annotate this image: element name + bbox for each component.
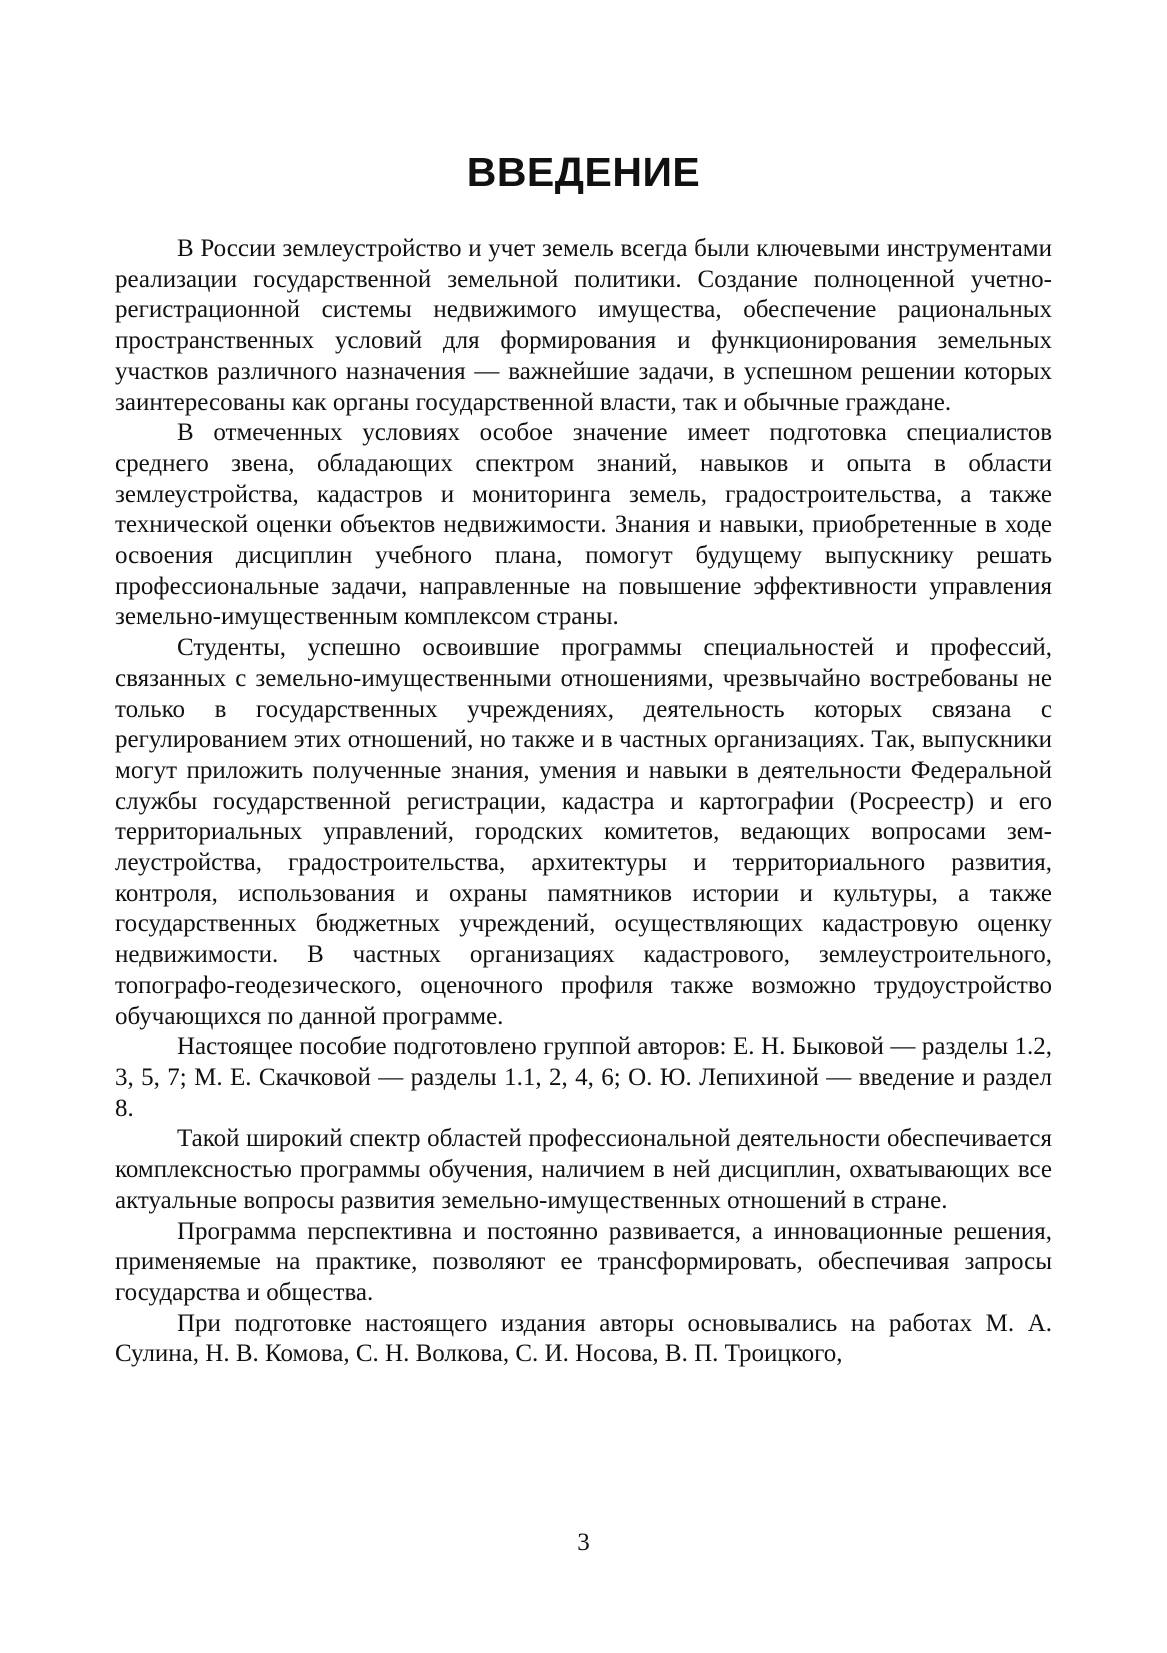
- page-number: 3: [577, 1529, 590, 1556]
- paragraph-4: Настоящее пособие подготовлено группой авторов: Е. Н. Быковой — разделы 1.2, 3, 5, 7; М. Е. Скачковой — разделы 1.1, 2, 4, 6; О. Ю. Лепихиной — введение и раздел 8.: [115, 1033, 1052, 1122]
- paragraph-5: Такой широкий спектр областей профессиональной деятельности обеспечивается комплексностью программы обучения, наличием в ней дисциплин, охватывающих все актуальные вопросы развития земельно-имущественных отношений в стране.: [115, 1125, 1052, 1214]
- chapter-heading: ВВЕДЕНИЕ: [466, 149, 701, 195]
- paragraph-3: Студенты, успешно освоившие программы специальностей и профессий, связанных с земельно-имущественными отношениями, чрезвычайно востребованы не только в государственных учреждениях, деятельность которых связана с регулированием этих отношений, но также и в частных организациях. Так, выпускники могут приложить полученные знания, умения и навыки в деятельности Федеральной службы государственной регистрации, кадастра и картографии (Росреестр) и его территориальных управлений, городских комитетов, ведающих вопросами землеустройства, градостроительства, архитектуры и территориального развития, контроля, использования и охраны памятников истории и культуры, а также государственных бюджетных учреждений, осуществляющих кадастровую оценку недвижимости. В частных организациях кадастрового, землеустроительного, топографо-геодезического, оценочного профиля также возможно трудоустройство обучающихся по данной программе.: [115, 634, 1052, 1030]
- body-text: [115, 234, 1052, 1370]
- paragraph-1: В России землеустройство и учет земель всегда были ключевыми инструментами реализации государственной земельной политики. Создание полноценной учетно-регистрационной системы недвижимого имущества, обеспечение рациональных пространственных условий для формирования и функционирования земельных участков различного назначения — важнейшие задачи, в успешном решении которых заинтересованы как органы государственной власти, так и обычные граждане.: [115, 235, 1052, 416]
- paragraph-7: При подготовке настоящего издания авторы основывались на работах М. А. Сулина, Н. В. Комова, С. Н. Волкова, С. И. Носова, В. П. Троицкого,: [115, 1309, 1052, 1368]
- paragraph-2: В отмеченных условиях особое значение имеет подготовка специалистов среднего звена, обладающих спектром знаний, навыков и опыта в области землеустройства, кадастров и мониторинга земель, градостроительства, а также технической оценки объектов недвижимости. Знания и навыки, приобретенные в ходе освоения дисциплин учебного плана, помогут будущему выпускнику решать профессиональные задачи, направленные на повышение эффективности управления земельно-имущественным комплексом страны.: [115, 419, 1052, 631]
- paragraph-6: Программа перспективна и постоянно развивается, а инновационные решения, применяемые на практике, позволяют ее трансформировать, обеспечивая запросы государства и общества.: [115, 1217, 1052, 1306]
